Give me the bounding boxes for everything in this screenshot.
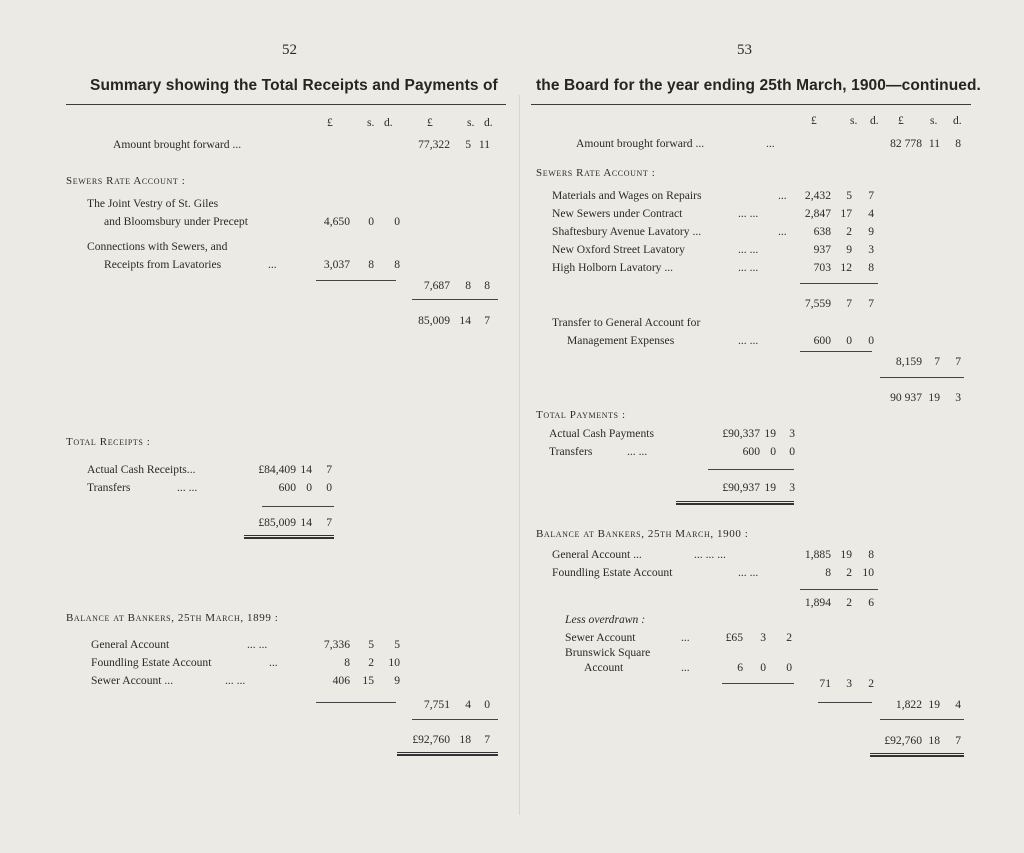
line-label: Actual Cash Receipts... (87, 463, 196, 476)
amount-pounds: 7,336 (323, 638, 350, 651)
amount-shillings: 19 (764, 481, 776, 494)
leader-dots: ... (268, 258, 277, 271)
subtotal-rule (316, 280, 396, 281)
amount-shillings: 8 (465, 279, 471, 292)
amount-shillings: 9 (846, 243, 852, 256)
amount-pence: 7 (868, 189, 874, 202)
leader-dots: ... ... ... (694, 548, 726, 561)
amount-shillings: 4 (465, 698, 471, 711)
subtotal-rule (722, 683, 794, 684)
amount-pence: 3 (789, 481, 795, 494)
amount-pounds: 71 (819, 677, 831, 690)
amount-pence: 3 (789, 427, 795, 440)
subtotal-rule (262, 506, 334, 507)
title-rule (66, 104, 506, 105)
amount-shillings: 3 (846, 677, 852, 690)
amount-pounds: 600 (742, 445, 760, 458)
amount-pounds: 4,650 (323, 215, 350, 228)
amount-pence: 10 (388, 656, 400, 669)
col-head-shillings: s. (930, 114, 938, 127)
leader-dots: ... ... (177, 481, 198, 494)
page-gutter (519, 95, 520, 815)
amount-pence: 8 (955, 137, 961, 150)
amount-shillings: 5 (846, 189, 852, 202)
amount-pounds: 1,885 (804, 548, 831, 561)
line-label: Actual Cash Payments (549, 427, 654, 440)
amount-pounds: 1,822 (895, 698, 922, 711)
line-label: High Holborn Lavatory ... (552, 261, 674, 274)
amount-pounds: 406 (332, 674, 350, 687)
amount-pounds: £90,337 (722, 427, 760, 440)
line-label: Account (584, 661, 624, 674)
amount-pence: 9 (394, 674, 400, 687)
line-label: Shaftesbury Avenue Lavatory ... (552, 225, 702, 238)
amount-shillings: 14 (300, 463, 312, 476)
subtotal-rule (800, 351, 872, 352)
section-heading: Balance at Bankers, 25th March, 1899 : (66, 612, 279, 624)
leader-dots: ... ... (247, 638, 268, 651)
amount-pence: 4 (868, 207, 874, 220)
amount-pounds: 638 (813, 225, 831, 238)
amount-shillings: 12 (840, 261, 852, 274)
amount-pounds: 2,432 (804, 189, 831, 202)
amount-pence: 0 (786, 661, 792, 674)
amount-pence: 7 (484, 314, 490, 327)
amount-shillings: 0 (846, 334, 852, 347)
amount-pounds: 8,159 (895, 355, 922, 368)
amount-pence: 11 (478, 138, 490, 151)
amount-pence: 6 (868, 596, 874, 609)
section-heading: Sewers Rate Account : (536, 167, 656, 179)
leader-dots: ... (269, 656, 278, 669)
page-title: Summary showing the Total Receipts and Payments of (90, 77, 498, 94)
amount-shillings: 14 (300, 516, 312, 529)
line-label: Foundling Estate Account (552, 566, 673, 579)
col-head-pounds: £ (811, 114, 817, 127)
line-label: New Sewers under Contract (552, 207, 683, 220)
leader-dots: ... (778, 189, 787, 202)
amount-shillings: 11 (928, 137, 940, 150)
col-head-pounds: £ (327, 116, 333, 129)
amount-shillings: 2 (846, 566, 852, 579)
col-head-pounds: £ (427, 116, 433, 129)
leader-dots: ... ... (738, 566, 759, 579)
amount-shillings: 14 (459, 314, 471, 327)
col-head-shillings: s. (850, 114, 858, 127)
amount-pounds: £90,937 (722, 481, 760, 494)
amount-pence: 5 (394, 638, 400, 651)
amount-pounds: 3,037 (323, 258, 350, 271)
section-heading: Total Payments : (536, 409, 626, 421)
total-rule (880, 377, 964, 378)
amount-shillings: 5 (368, 638, 374, 651)
double-rule (244, 535, 334, 539)
amount-shillings: 7 (934, 355, 940, 368)
amount-pounds: 937 (813, 243, 831, 256)
section-heading: Sewers Rate Account : (66, 175, 186, 187)
amount-pounds: £84,409 (258, 463, 296, 476)
line-label: Sewer Account (565, 631, 636, 644)
amount-pounds: 703 (813, 261, 831, 274)
amount-pence: 7 (868, 297, 874, 310)
line-label: Foundling Estate Account (91, 656, 212, 669)
amount-pounds: £85,009 (258, 516, 296, 529)
leader-dots: ... ... (738, 243, 759, 256)
amount-pence: 4 (955, 698, 961, 711)
amount-pounds: 82 778 (890, 137, 922, 150)
line-label: The Joint Vestry of St. Giles (87, 197, 219, 210)
amount-shillings: 0 (306, 481, 312, 494)
amount-shillings: 2 (846, 596, 852, 609)
amount-pounds: 85,009 (418, 314, 450, 327)
amount-shillings: 0 (368, 215, 374, 228)
total-rule (880, 719, 964, 720)
subtotal-rule (800, 283, 878, 284)
amount-shillings: 7 (846, 297, 852, 310)
amount-pounds: 7,751 (423, 698, 450, 711)
line-label: Sewer Account ... (91, 674, 174, 687)
amount-pence: 10 (862, 566, 874, 579)
amount-pounds: £92,760 (884, 734, 922, 747)
double-rule (870, 753, 964, 757)
total-rule (412, 299, 498, 300)
amount-shillings: 15 (362, 674, 374, 687)
amount-pence: 0 (326, 481, 332, 494)
amount-pounds: 2,847 (804, 207, 831, 220)
subtotal-rule (708, 469, 794, 470)
amount-pounds: 6 (737, 661, 743, 674)
amount-pounds: 7,559 (804, 297, 831, 310)
amount-pounds: 8 (825, 566, 831, 579)
amount-pence: 0 (789, 445, 795, 458)
amount-pounds: 1,894 (804, 596, 831, 609)
line-label: Transfers (549, 445, 593, 458)
col-head-pence: d. (384, 116, 393, 129)
amount-pence: 0 (484, 698, 490, 711)
leader-dots: ... ... (738, 207, 759, 220)
amount-pence: 7 (955, 355, 961, 368)
line-label: General Account ... (552, 548, 642, 561)
col-head-shillings: s. (367, 116, 375, 129)
line-label: Transfer to General Account for (552, 316, 701, 329)
col-head-pence: d. (870, 114, 879, 127)
amount-pence: 8 (484, 279, 490, 292)
line-label: Brunswick Square (565, 646, 651, 659)
amount-shillings: 0 (760, 661, 766, 674)
amount-pence: 3 (955, 391, 961, 404)
amount-pounds: 8 (344, 656, 350, 669)
line-label: Connections with Sewers, and (87, 240, 228, 253)
amount-pence: 7 (955, 734, 961, 747)
amount-pence: 3 (868, 243, 874, 256)
leader-dots: ... (681, 661, 690, 674)
line-label: Management Expenses (567, 334, 675, 347)
amount-shillings: 18 (928, 734, 940, 747)
amount-pounds: 77,322 (418, 138, 450, 151)
line-label: New Oxford Street Lavatory (552, 243, 685, 256)
amount-shillings: 19 (764, 427, 776, 440)
total-rule (412, 719, 498, 720)
double-rule (676, 501, 794, 505)
line-label: Receipts from Lavatories (104, 258, 222, 271)
amount-pounds: 600 (813, 334, 831, 347)
leader-dots: ... ... (738, 334, 759, 347)
amount-pounds: £65 (725, 631, 743, 644)
amount-pence: 7 (326, 463, 332, 476)
amount-pence: 7 (326, 516, 332, 529)
brought-forward-label: Amount brought forward ... (113, 138, 242, 151)
leader-dots: ... (778, 225, 787, 238)
col-head-pounds: £ (898, 114, 904, 127)
amount-shillings: 18 (459, 733, 471, 746)
line-label: and Bloomsbury under Precept (104, 215, 248, 228)
double-rule (397, 752, 498, 756)
amount-pence: 0 (394, 215, 400, 228)
amount-shillings: 2 (368, 656, 374, 669)
amount-shillings: 19 (928, 698, 940, 711)
amount-pounds: 600 (278, 481, 296, 494)
subtotal-rule (316, 702, 396, 703)
amount-pounds: £92,760 (412, 733, 450, 746)
amount-shillings: 8 (368, 258, 374, 271)
leader-dots: ... ... (225, 674, 246, 687)
amount-shillings: 3 (760, 631, 766, 644)
subtotal-rule (818, 702, 872, 703)
amount-shillings: 17 (840, 207, 852, 220)
section-heading: Balance at Bankers, 25th March, 1900 : (536, 528, 749, 540)
amount-pence: 8 (868, 261, 874, 274)
amount-pence: 0 (868, 334, 874, 347)
amount-pence: 7 (484, 733, 490, 746)
subtotal-rule (800, 589, 878, 590)
title-rule (531, 104, 971, 105)
amount-shillings: 5 (465, 138, 471, 151)
leader-dots: ... (681, 631, 690, 644)
section-heading: Total Receipts : (66, 436, 151, 448)
amount-pence: 2 (786, 631, 792, 644)
brought-forward-label: Amount brought forward ... (576, 137, 705, 150)
leader-dots: ... (766, 137, 775, 150)
leader-dots: ... ... (738, 261, 759, 274)
amount-shillings: 0 (770, 445, 776, 458)
page-title: the Board for the year ending 25th March, 1900—continued. (536, 77, 981, 94)
amount-pence: 9 (868, 225, 874, 238)
line-label: General Account (91, 638, 170, 651)
amount-pence: 8 (868, 548, 874, 561)
page-number: 53 (737, 42, 752, 58)
amount-shillings: 2 (846, 225, 852, 238)
less-overdrawn-label: Less overdrawn : (565, 613, 646, 626)
line-label: Transfers (87, 481, 131, 494)
amount-shillings: 19 (840, 548, 852, 561)
col-head-pence: d. (953, 114, 962, 127)
line-label: Materials and Wages on Repairs (552, 189, 702, 202)
amount-pence: 8 (394, 258, 400, 271)
page-number: 52 (282, 42, 297, 58)
amount-pounds: 90 937 (890, 391, 922, 404)
col-head-shillings: s. (467, 116, 475, 129)
amount-pence: 2 (868, 677, 874, 690)
leader-dots: ... ... (627, 445, 648, 458)
amount-shillings: 19 (928, 391, 940, 404)
amount-pounds: 7,687 (423, 279, 450, 292)
col-head-pence: d. (484, 116, 493, 129)
